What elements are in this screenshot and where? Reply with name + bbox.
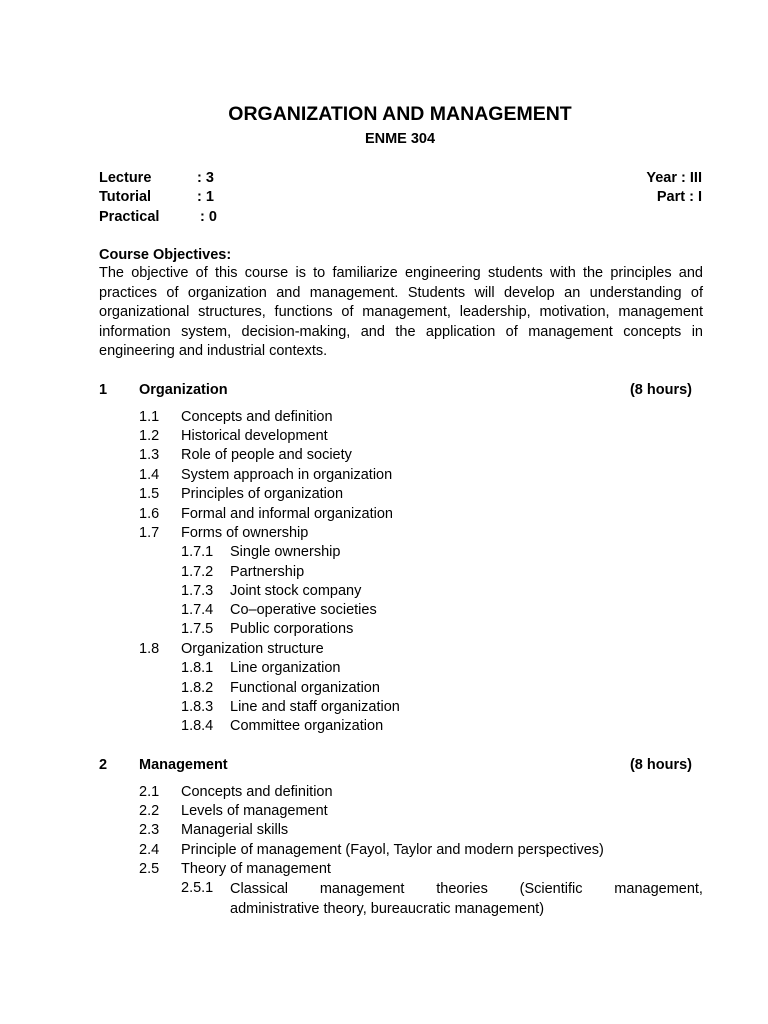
practical-label: Practical: [99, 209, 160, 225]
subitem-number: 1.7.1: [181, 544, 214, 560]
tutorial-value: : 1: [197, 189, 214, 205]
objectives-text: The objective of this course is to familiarize engineering students with the principles and practices of organization and management. Students will develop an understanding of organizational structures, functions of management, leadership, motivation, management information system, decision-making, and the application of management concepts in engineering and industrial contexts.: [99, 265, 703, 359]
subitem-word: Classical: [230, 881, 289, 897]
item-text: Theory of management: [181, 861, 331, 877]
section-2-hours: (8 hours): [629, 757, 692, 773]
subitem-number: 1.7.4: [181, 602, 214, 618]
item-text: Formal and informal organization: [181, 506, 393, 522]
subitem-number: 1.7.5: [181, 621, 214, 637]
item-text: Managerial skills: [181, 822, 289, 838]
subitem-number: 1.8.4: [181, 718, 214, 734]
item-number: 2.2: [139, 803, 160, 819]
item-text: Concepts and definition: [181, 784, 333, 800]
item-text: Organization structure: [181, 641, 324, 657]
item-number: 2.3: [139, 822, 160, 838]
subitem-text: Public corporations: [230, 621, 354, 637]
subitem-number: 1.7.3: [181, 583, 214, 599]
item-number: 1.4: [139, 467, 160, 483]
subitem-word: (Scientific: [519, 881, 583, 897]
item-number: 2.5: [139, 861, 160, 877]
subitem-text: Committee organization: [230, 718, 384, 734]
document-title: ORGANIZATION AND MANAGEMENT: [228, 103, 572, 125]
item-number: 1.7: [139, 525, 160, 541]
subitem-text: Joint stock company: [230, 583, 362, 599]
subitem-text: Co–operative societies: [230, 602, 377, 618]
item-text: Levels of management: [181, 803, 328, 819]
subitem-number: 1.8.1: [181, 660, 214, 676]
subitem-number: 1.8.3: [181, 699, 214, 715]
section-2-title: Management: [139, 757, 228, 773]
course-code: ENME 304: [364, 131, 436, 147]
subitem-number: 1.7.2: [181, 564, 214, 580]
tutorial-label: Tutorial: [99, 189, 152, 205]
item-text: Role of people and society: [181, 447, 352, 463]
item-number: 1.2: [139, 428, 160, 444]
year-label: Year : III: [646, 170, 702, 186]
item-number: 1.8: [139, 641, 160, 657]
practical-value: : 0: [200, 209, 217, 225]
item-text: Principles of organization: [181, 486, 344, 502]
item-number: 1.6: [139, 506, 160, 522]
subitem-word: theories: [436, 881, 488, 897]
subitem-number: 1.8.2: [181, 680, 214, 696]
subitem-text: Functional organization: [230, 680, 380, 696]
objectives-heading: Course Objectives:: [99, 247, 232, 263]
subitem-text-wrapped: [230, 880, 703, 919]
item-number: 2.1: [139, 784, 160, 800]
lecture-value: : 3: [197, 170, 214, 186]
section-1-hours: (8 hours): [629, 382, 692, 398]
item-number: 1.3: [139, 447, 160, 463]
section-1-number: 1: [99, 382, 108, 398]
lecture-label: Lecture: [99, 170, 152, 186]
part-label: Part : I: [656, 189, 702, 205]
item-number: 2.4: [139, 842, 160, 858]
item-text: Principle of management (Fayol, Taylor and modern perspectives): [181, 842, 604, 858]
item-text: System approach in organization: [181, 467, 393, 483]
item-text: Concepts and definition: [181, 409, 333, 425]
item-number: 1.1: [139, 409, 160, 425]
subitem-text: Line organization: [230, 660, 341, 676]
section-2-number: 2: [99, 757, 108, 773]
item-text: Historical development: [181, 428, 328, 444]
subitem-number: 2.5.1: [181, 880, 214, 896]
subitem-word: management: [319, 881, 405, 897]
subitem-text-line2: administrative theory, bureaucratic management): [230, 900, 545, 917]
section-1-title: Organization: [139, 382, 228, 398]
subitem-text: Partnership: [230, 564, 305, 580]
item-number: 1.5: [139, 486, 160, 502]
item-text: Forms of ownership: [181, 525, 309, 541]
subitem-text: Single ownership: [230, 544, 341, 560]
subitem-text: Line and staff organization: [230, 699, 400, 715]
subitem-word: management,: [614, 881, 703, 897]
